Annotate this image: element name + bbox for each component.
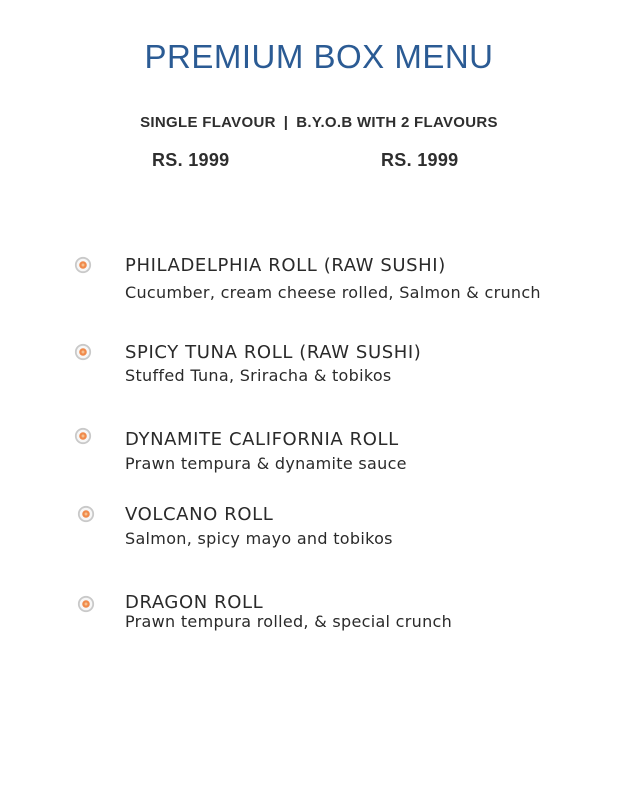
option-separator: | bbox=[283, 114, 289, 131]
price-byob: RS. 1999 bbox=[381, 150, 459, 170]
menu-item-description: Prawn tempura rolled, & special crunch bbox=[125, 612, 453, 631]
sushi-roll-icon bbox=[74, 343, 92, 361]
sushi-roll-icon bbox=[74, 427, 92, 445]
menu-item-description: Cucumber, cream cheese rolled, Salmon & crunch bbox=[125, 283, 541, 302]
sushi-roll-icon bbox=[77, 505, 95, 523]
menu-item-name: SPICY TUNA ROLL (RAW SUSHI) bbox=[125, 342, 422, 363]
option-single-flavour: SINGLE FLAVOUR bbox=[140, 114, 276, 131]
menu-item-description: Stuffed Tuna, Sriracha & tobikos bbox=[125, 366, 392, 385]
box-options bbox=[0, 114, 638, 131]
menu-item-name: DRAGON ROLL bbox=[125, 592, 264, 613]
menu-item-name: PHILADELPHIA ROLL (RAW SUSHI) bbox=[125, 255, 446, 276]
sushi-roll-icon bbox=[77, 595, 95, 613]
menu-item-name: VOLCANO ROLL bbox=[125, 504, 274, 525]
price-single-flavour: RS. 1999 bbox=[152, 150, 230, 170]
menu-item-name: DYNAMITE CALIFORNIA ROLL bbox=[125, 429, 399, 450]
option-byob: B.Y.O.B WITH 2 FLAVOURS bbox=[296, 114, 498, 131]
sushi-roll-icon bbox=[74, 256, 92, 274]
page-title: PREMIUM BOX MENU bbox=[144, 38, 494, 75]
menu-item-description: Prawn tempura & dynamite sauce bbox=[125, 454, 407, 473]
menu-item-description: Salmon, spicy mayo and tobikos bbox=[125, 529, 393, 548]
